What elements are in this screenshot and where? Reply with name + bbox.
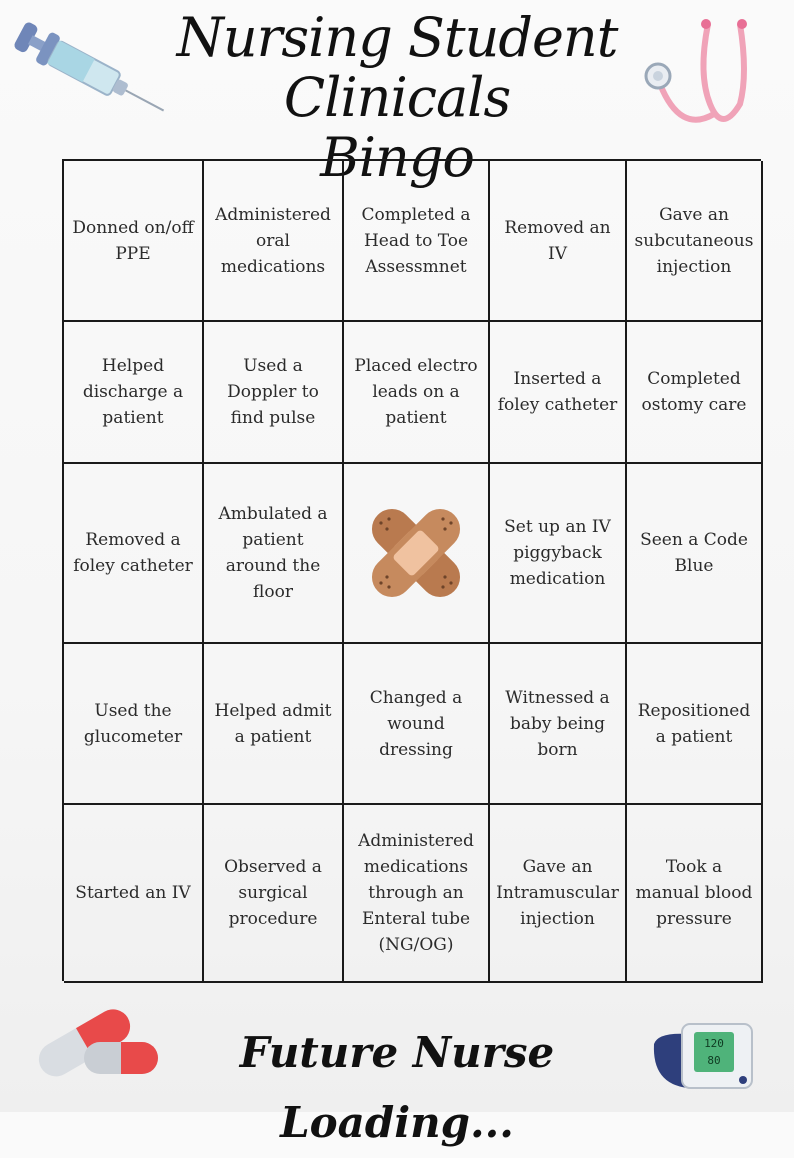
bingo-cell: Administered medications through an Enteral tube (NG/OG) xyxy=(344,805,490,983)
page-title xyxy=(150,6,644,189)
bingo-grid xyxy=(62,159,761,981)
bingo-cell: Gave an subcutaneous injection xyxy=(627,161,763,322)
bingo-cell: Witnessed a baby being born xyxy=(490,644,627,805)
bingo-cell: Removed a foley catheter xyxy=(64,464,204,644)
pills-icon xyxy=(24,1002,164,1082)
bingo-cell: Set up an IV piggyback medication xyxy=(490,464,627,644)
bingo-cell: Started an IV xyxy=(64,805,204,983)
bingo-cell: Gave an Intramuscular injection xyxy=(490,805,627,983)
bingo-cell: Helped discharge a patient xyxy=(64,322,204,464)
bingo-cell: Took a manual blood pressure xyxy=(627,805,763,983)
bingo-cell: Removed an IV xyxy=(490,161,627,322)
bingo-cell: Seen a Code Blue xyxy=(627,464,763,644)
title-line-1: Nursing Student Clinicals xyxy=(176,6,618,129)
bingo-cell: Completed ostomy care xyxy=(627,322,763,464)
bingo-cell: Used the glucometer xyxy=(64,644,204,805)
stethoscope-icon xyxy=(640,14,760,144)
bandage-icon xyxy=(356,493,476,613)
bp-diastolic: 80 xyxy=(707,1054,721,1067)
bingo-cell: Donned on/off PPE xyxy=(64,161,204,322)
bingo-cell: Helped admit a patient xyxy=(204,644,344,805)
bingo-cell: Completed a Head to Toe Assessmnet xyxy=(344,161,490,322)
bingo-cell: Ambulated a patient around the floor xyxy=(204,464,344,644)
free-space-cell xyxy=(344,464,490,644)
title-line-2: Bingo xyxy=(320,126,474,189)
bingo-cell: Administered oral medications xyxy=(204,161,344,322)
bingo-cell: Inserted a foley catheter xyxy=(490,322,627,464)
bingo-cell: Changed a wound dressing xyxy=(344,644,490,805)
bingo-cell: Used a Doppler to find pulse xyxy=(204,322,344,464)
bp-systolic: 120 xyxy=(704,1037,724,1050)
blood-pressure-monitor-icon xyxy=(648,1014,758,1094)
bingo-cell: Observed a surgical procedure xyxy=(204,805,344,983)
bingo-cell: Placed electro leads on a patient xyxy=(344,322,490,464)
footer-tagline: Future Nurse Loading... xyxy=(239,1028,555,1147)
bingo-cell: Repositioned a patient xyxy=(627,644,763,805)
